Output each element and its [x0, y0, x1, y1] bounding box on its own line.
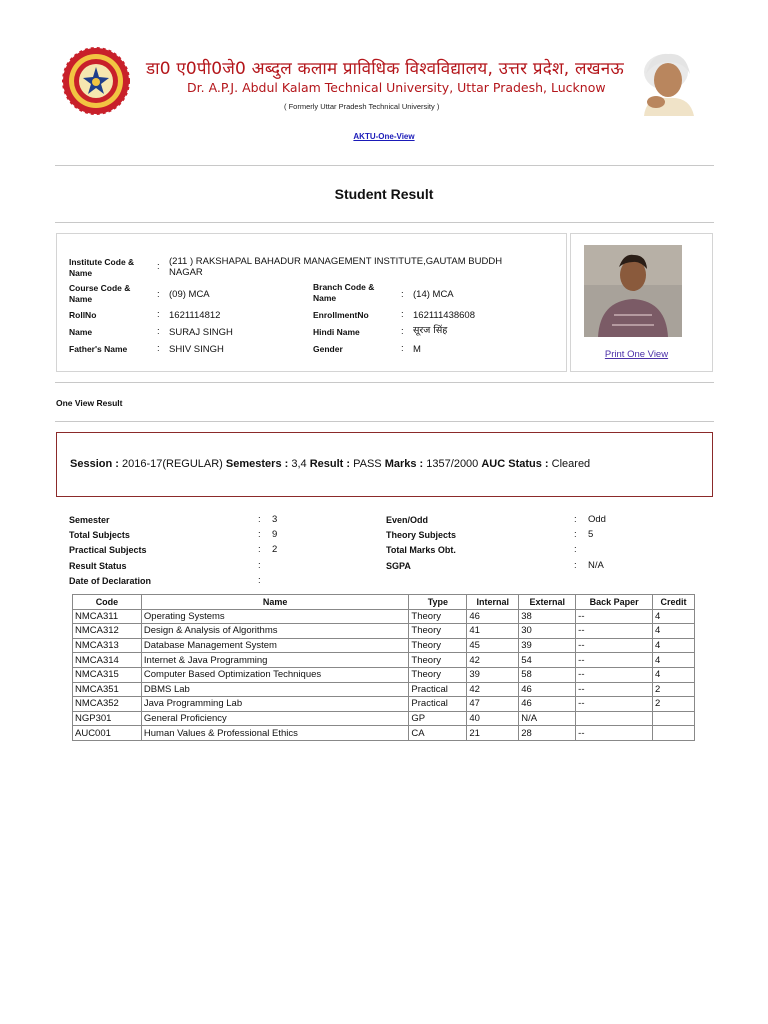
internal-cell: 39: [467, 667, 519, 682]
credit-cell: 4: [653, 624, 695, 639]
even-odd-label: Even/Odd: [386, 515, 429, 525]
name-cell: DBMS Lab: [141, 682, 409, 697]
code-cell: NMCA315: [73, 667, 142, 682]
back-paper-cell: --: [576, 682, 653, 697]
colon: :: [157, 261, 160, 272]
name-cell: Human Values & Professional Ethics: [141, 726, 409, 741]
type-cell: Practical: [409, 697, 467, 712]
colon: :: [401, 289, 404, 300]
credit-cell: 2: [653, 682, 695, 697]
father-name-label: Father's Name: [69, 344, 128, 354]
father-name-value: SHIV SINGH: [169, 344, 224, 355]
back-paper-cell: --: [576, 638, 653, 653]
marks-value: 1357/2000: [426, 458, 479, 470]
type-cell: Theory: [409, 609, 467, 624]
auc-status-value: Cleared: [551, 458, 591, 470]
section-title: One View Result: [56, 398, 123, 408]
divider: [55, 222, 714, 223]
even-odd-value: Odd: [588, 514, 606, 525]
theory-subjects-label: Theory Subjects: [386, 530, 457, 540]
student-info-panel: [56, 233, 567, 372]
semester-label: Semester: [69, 515, 110, 525]
back-paper-cell: --: [576, 609, 653, 624]
internal-cell: 42: [467, 682, 519, 697]
back-paper-cell: --: [576, 667, 653, 682]
name-cell: Java Programming Lab: [141, 697, 409, 712]
name-value: SURAJ SINGH: [169, 327, 233, 338]
credit-cell: 4: [653, 638, 695, 653]
back-paper-cell: [576, 711, 653, 726]
semester-value: 3: [272, 514, 278, 525]
total-marks-label: Total Marks Obt.: [386, 545, 456, 555]
session-summary-box: [56, 432, 713, 497]
auc-status-label: AUC Status :: [481, 458, 549, 470]
credit-cell: [653, 711, 695, 726]
name-cell: Design & Analysis of Algorithms: [141, 624, 409, 639]
external-cell: 54: [519, 653, 576, 668]
colon: :: [574, 514, 577, 525]
external-cell: 46: [519, 682, 576, 697]
back-paper-cell: --: [576, 653, 653, 668]
internal-cell: 41: [467, 624, 519, 639]
table-row: [73, 682, 695, 697]
table-row: [73, 711, 695, 726]
rollno-label: RollNo: [69, 310, 97, 320]
code-cell: NMCA312: [73, 624, 142, 639]
colon: :: [157, 309, 160, 320]
practical-subjects-value: 2: [272, 544, 278, 555]
type-cell: Theory: [409, 667, 467, 682]
gender-label: Gender: [313, 344, 343, 354]
internal-cell: 21: [467, 726, 519, 741]
colon: :: [157, 326, 160, 337]
credit-cell: 4: [653, 667, 695, 682]
divider: [55, 421, 714, 422]
back-paper-cell: --: [576, 726, 653, 741]
university-seal-logo: [62, 47, 130, 115]
type-cell: CA: [409, 726, 467, 741]
semesters-value: 3,4: [291, 458, 307, 470]
column-header-code: Code: [73, 595, 142, 610]
name-cell: Operating Systems: [141, 609, 409, 624]
session-summary-line: [70, 458, 590, 470]
session-label: Session :: [70, 458, 119, 470]
marks-label: Marks :: [384, 458, 424, 470]
code-cell: NMCA352: [73, 697, 142, 712]
table-row: [73, 697, 695, 712]
code-cell: NMCA351: [73, 682, 142, 697]
course-value: (09) MCA: [169, 289, 210, 300]
type-cell: GP: [409, 711, 467, 726]
divider: [55, 382, 714, 383]
internal-cell: 42: [467, 653, 519, 668]
name-cell: General Proficiency: [141, 711, 409, 726]
column-header-type: Type: [409, 595, 467, 610]
table-row: [73, 726, 695, 741]
table-header-row: [73, 595, 695, 610]
name-cell: Internet & Java Programming: [141, 653, 409, 668]
external-cell: N/A: [519, 711, 576, 726]
external-cell: 38: [519, 609, 576, 624]
enrollment-value: 162111438608: [413, 310, 475, 321]
internal-cell: 47: [467, 697, 519, 712]
colon: :: [574, 544, 577, 555]
enrollment-label: EnrollmentNo: [313, 310, 369, 320]
colon: :: [157, 343, 160, 354]
code-cell: NMCA313: [73, 638, 142, 653]
branch-label: Branch Code & Name: [313, 282, 375, 303]
credit-cell: [653, 726, 695, 741]
back-paper-cell: --: [576, 697, 653, 712]
table-row: [73, 624, 695, 639]
print-one-view-link[interactable]: Print One View: [604, 349, 669, 360]
external-cell: 39: [519, 638, 576, 653]
colon: :: [401, 309, 404, 320]
name-label: Name: [69, 327, 93, 337]
course-label: Course Code & Name: [69, 283, 131, 304]
institute-value: (211 ) RAKSHAPAL BAHADUR MANAGEMENT INSTITUTE,GAUTAM BUDDH NAGAR: [169, 256, 503, 278]
colon: :: [258, 544, 261, 555]
colon: :: [258, 575, 261, 586]
total-subjects-label: Total Subjects: [69, 530, 130, 540]
aktu-one-view-link[interactable]: AKTU-One-View: [353, 132, 415, 141]
column-header-back-paper: Back Paper: [576, 595, 653, 610]
column-header-external: External: [519, 595, 576, 610]
colon: :: [574, 560, 577, 571]
name-cell: Database Management System: [141, 638, 409, 653]
institute-label: Institute Code & Name: [69, 257, 135, 278]
colon: :: [401, 343, 404, 354]
code-cell: AUC001: [73, 726, 142, 741]
branch-value: (14) MCA: [413, 289, 454, 300]
student-photo: [584, 245, 682, 337]
sgpa-value: N/A: [588, 560, 604, 571]
table-row: [73, 638, 695, 653]
sgpa-label: SGPA: [386, 561, 411, 571]
type-cell: Practical: [409, 682, 467, 697]
university-name-hindi: डा0 ए0पी0जे0 अब्दुल कलाम प्राविधिक विश्वविद्यालय, उत्तर प्रदेश, लखनऊ: [146, 59, 624, 79]
external-cell: 58: [519, 667, 576, 682]
session-value: 2016-17(REGULAR): [121, 458, 223, 470]
formerly-note: ( Formerly Uttar Pradesh Technical University ): [284, 102, 440, 111]
internal-cell: 46: [467, 609, 519, 624]
internal-cell: 45: [467, 638, 519, 653]
code-cell: NGP301: [73, 711, 142, 726]
rollno-value: 1621114812: [169, 310, 221, 321]
table-row: [73, 609, 695, 624]
credit-cell: 2: [653, 697, 695, 712]
theory-subjects-value: 5: [588, 529, 594, 540]
university-name-english: Dr. A.P.J. Abdul Kalam Technical University, Uttar Pradesh, Lucknow: [187, 80, 606, 95]
total-subjects-value: 9: [272, 529, 278, 540]
column-header-name: Name: [141, 595, 409, 610]
hindi-name-value: सूरज सिंह: [413, 325, 448, 336]
semesters-label: Semesters :: [225, 458, 289, 470]
colon: :: [258, 529, 261, 540]
colon: :: [258, 514, 261, 525]
table-row: [73, 667, 695, 682]
result-label: Result :: [309, 458, 351, 470]
student-photo-panel: [570, 233, 713, 372]
colon: :: [401, 326, 404, 337]
colon: :: [258, 560, 261, 571]
name-cell: Computer Based Optimization Techniques: [141, 667, 409, 682]
colon: :: [574, 529, 577, 540]
external-cell: 30: [519, 624, 576, 639]
external-cell: 28: [519, 726, 576, 741]
divider: [55, 165, 714, 166]
code-cell: NMCA311: [73, 609, 142, 624]
column-header-credit: Credit: [653, 595, 695, 610]
credit-cell: 4: [653, 609, 695, 624]
column-header-internal: Internal: [467, 595, 519, 610]
external-cell: 46: [519, 697, 576, 712]
practical-subjects-label: Practical Subjects: [69, 545, 147, 555]
subject-results-table: [72, 594, 695, 741]
table-row: [73, 653, 695, 668]
internal-cell: 40: [467, 711, 519, 726]
kalam-portrait-image: [632, 44, 704, 116]
credit-cell: 4: [653, 653, 695, 668]
type-cell: Theory: [409, 624, 467, 639]
back-paper-cell: --: [576, 624, 653, 639]
page-title: Student Result: [334, 186, 434, 202]
result-status-label: Result Status: [69, 561, 127, 571]
result-value: PASS: [353, 458, 382, 470]
code-cell: NMCA314: [73, 653, 142, 668]
colon: :: [157, 289, 160, 300]
type-cell: Theory: [409, 653, 467, 668]
type-cell: Theory: [409, 638, 467, 653]
university-header: [0, 40, 768, 120]
hindi-name-label: Hindi Name: [313, 327, 360, 337]
gender-value: M: [413, 344, 421, 355]
declaration-date-label: Date of Declaration: [69, 576, 152, 586]
